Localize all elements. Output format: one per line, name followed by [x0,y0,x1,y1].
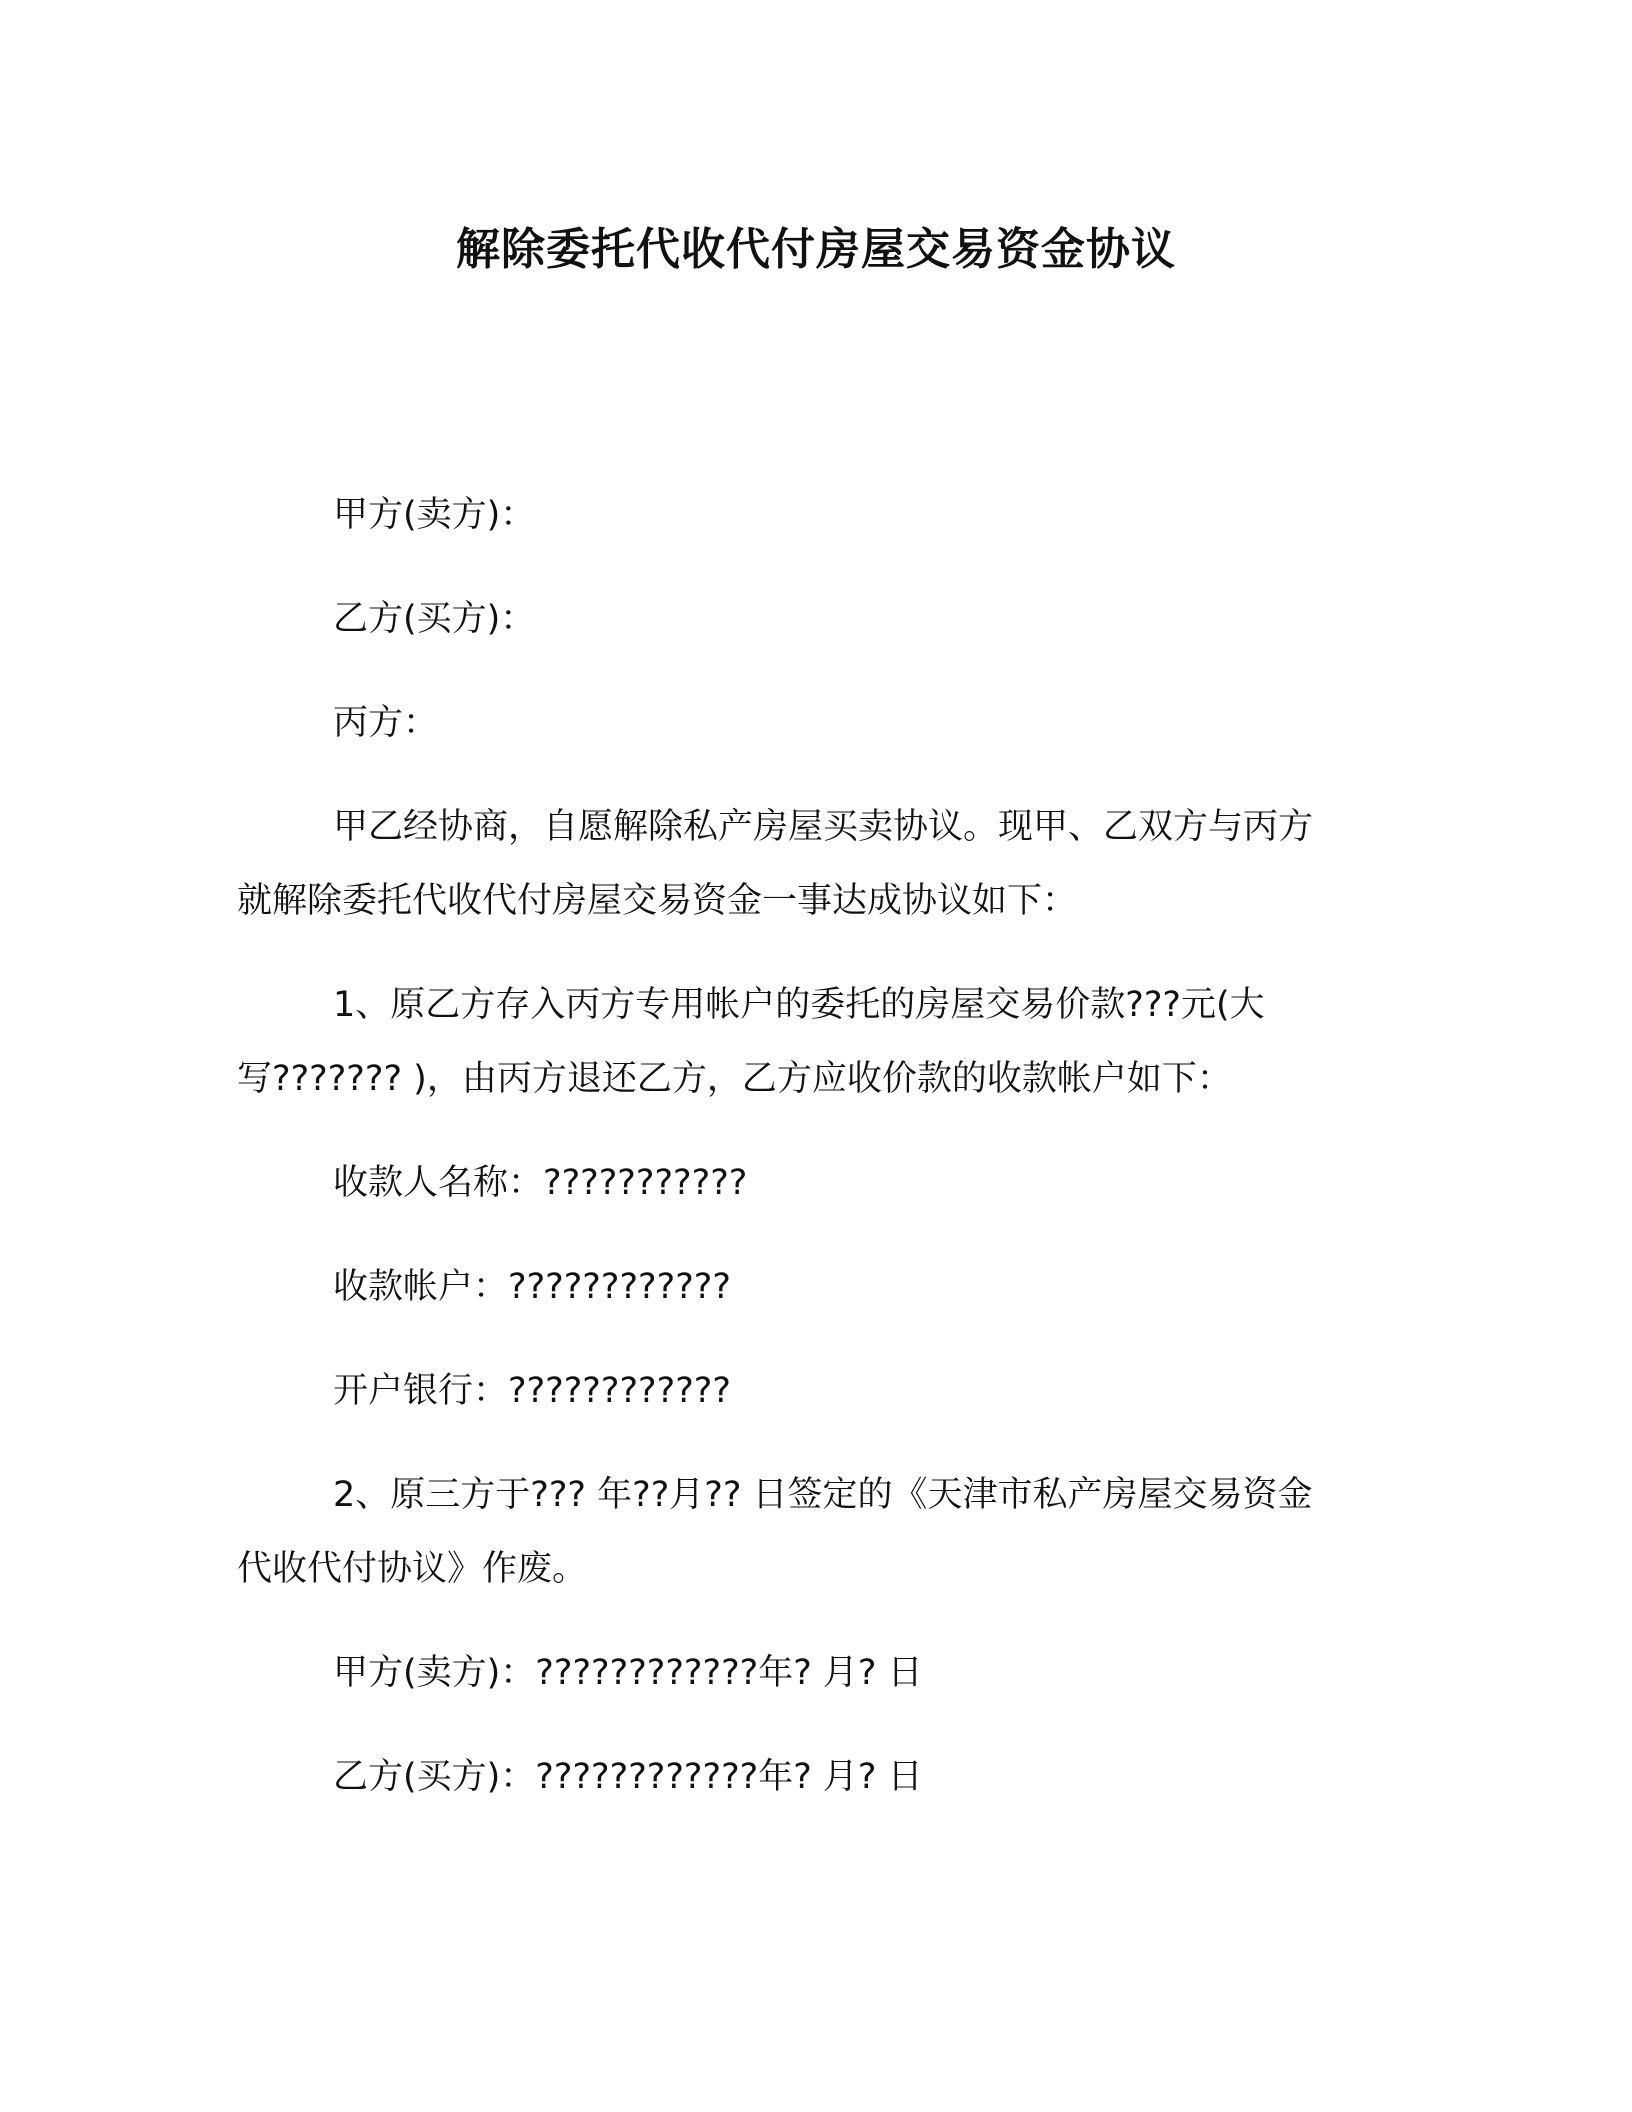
clause-1-line-2: 写??????? )，由丙方退还乙方，乙方应收价款的收款帐户如下： [237,1059,1232,1099]
signature-party-b: 乙方(买方)：????????????年? 月? 日 [333,1757,923,1797]
clause-2-line-1: 2、原三方于??? 年??月?? 日签定的《天津市私产房屋交易资金 [333,1475,1313,1515]
clause-1-line-1: 1、原乙方存入丙方专用帐户的委托的房屋交易价款???元(大 [333,985,1265,1025]
signature-party-a: 甲方(卖方)：????????????年? 月? 日 [333,1653,923,1693]
intro-paragraph-line-1: 甲乙经协商，自愿解除私产房屋买卖协议。现甲、乙双方与丙方 [333,807,1314,847]
document-title: 解除委托代收代付房屋交易资金协议 [456,224,1176,275]
intro-paragraph-line-2: 就解除委托代收代付房屋交易资金一事达成协议如下： [237,881,1078,921]
party-c-label: 丙方： [333,703,439,743]
payee-account: 收款帐户：???????????? [333,1267,731,1307]
bank-name: 开户银行：???????????? [333,1371,731,1411]
payee-name: 收款人名称：??????????? [333,1163,748,1203]
party-a-label: 甲方(卖方)： [333,495,536,535]
party-b-label: 乙方(买方)： [333,599,536,639]
clause-2-line-2: 代收代付协议》作废。 [237,1549,588,1589]
